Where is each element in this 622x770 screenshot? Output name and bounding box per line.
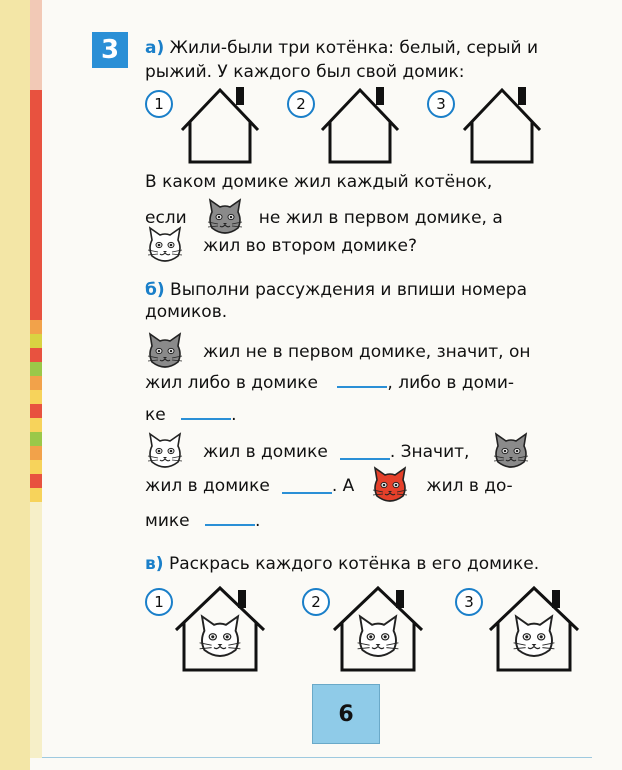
answer-blank-2[interactable]	[181, 404, 231, 420]
part-a-text-1: Жили-были три котёнка: белый, серый и	[169, 38, 539, 58]
page-bottom-line	[42, 757, 592, 758]
question-if: если	[145, 208, 187, 228]
colouring-house-1[interactable]	[172, 582, 270, 676]
answer-blank-4[interactable]	[282, 478, 332, 494]
house-number-1: 1	[145, 588, 173, 616]
reasoning-3-b: .	[231, 405, 237, 425]
grey-cat-icon	[145, 332, 185, 372]
reasoning-5-b: . А	[331, 476, 355, 496]
reasoning-2-a: жил либо в домике	[145, 373, 319, 393]
part-c-line	[145, 554, 539, 574]
part-c-text: Раскрась каждого котёнка в его домике.	[168, 554, 540, 574]
reasoning-5-c: жил в до-	[426, 476, 513, 496]
white-cat-icon	[145, 226, 185, 266]
reasoning-line-6	[145, 510, 260, 531]
reasoning-1-text: жил не в первом домике, значит, он	[203, 342, 531, 362]
colouring-house-2[interactable]	[330, 582, 428, 676]
page-number: 6	[312, 684, 380, 744]
house-1	[178, 82, 264, 166]
part-a-line-1	[145, 38, 590, 58]
reasoning-line-2	[145, 372, 514, 393]
house-2	[318, 82, 404, 166]
reasoning-4-a: жил в домике	[203, 442, 328, 462]
page-edge	[0, 0, 30, 770]
reasoning-3-a: ке	[145, 405, 166, 425]
answer-blank-1[interactable]	[337, 372, 387, 388]
reasoning-2-b: , либо в доми-	[387, 373, 515, 393]
task-number-badge: 3	[92, 32, 128, 68]
house-3	[460, 82, 546, 166]
house-number-2: 2	[287, 90, 315, 118]
reasoning-6-a: мике	[145, 511, 190, 531]
house-number-1: 1	[145, 90, 173, 118]
reasoning-5-a: жил в домике	[145, 476, 270, 496]
reasoning-line-3	[145, 404, 237, 425]
color-stripes	[30, 0, 42, 770]
part-b-text-1: Выполни рассуждения и впиши номера	[170, 280, 528, 300]
reasoning-6-b: .	[255, 511, 261, 531]
part-b-text-2: домиков.	[145, 302, 228, 322]
house-number-2: 2	[302, 588, 330, 616]
part-c-label: в)	[145, 554, 164, 574]
house-number-3: 3	[427, 90, 455, 118]
part-b-label: б)	[145, 280, 165, 300]
ginger-cat-icon	[370, 466, 410, 506]
question-l3-rest: жил во втором домике?	[203, 236, 417, 256]
part-a-text-2: рыжий. У каждого был свой домик:	[145, 62, 465, 82]
answer-blank-3[interactable]	[340, 444, 390, 460]
reasoning-line-5	[145, 466, 513, 506]
part-a-label: а)	[145, 38, 165, 58]
answer-blank-5[interactable]	[205, 510, 255, 526]
reasoning-line-1	[145, 332, 531, 372]
question-line-1: В каком домике жил каждый котёнок,	[145, 172, 493, 192]
question-l2-rest: не жил в первом домике, а	[258, 208, 503, 228]
colouring-house-3[interactable]	[486, 582, 584, 676]
house-number-3: 3	[455, 588, 483, 616]
question-line-3	[145, 226, 417, 266]
reasoning-4-b: . Значит,	[389, 442, 470, 462]
part-b-line-1	[145, 280, 527, 300]
